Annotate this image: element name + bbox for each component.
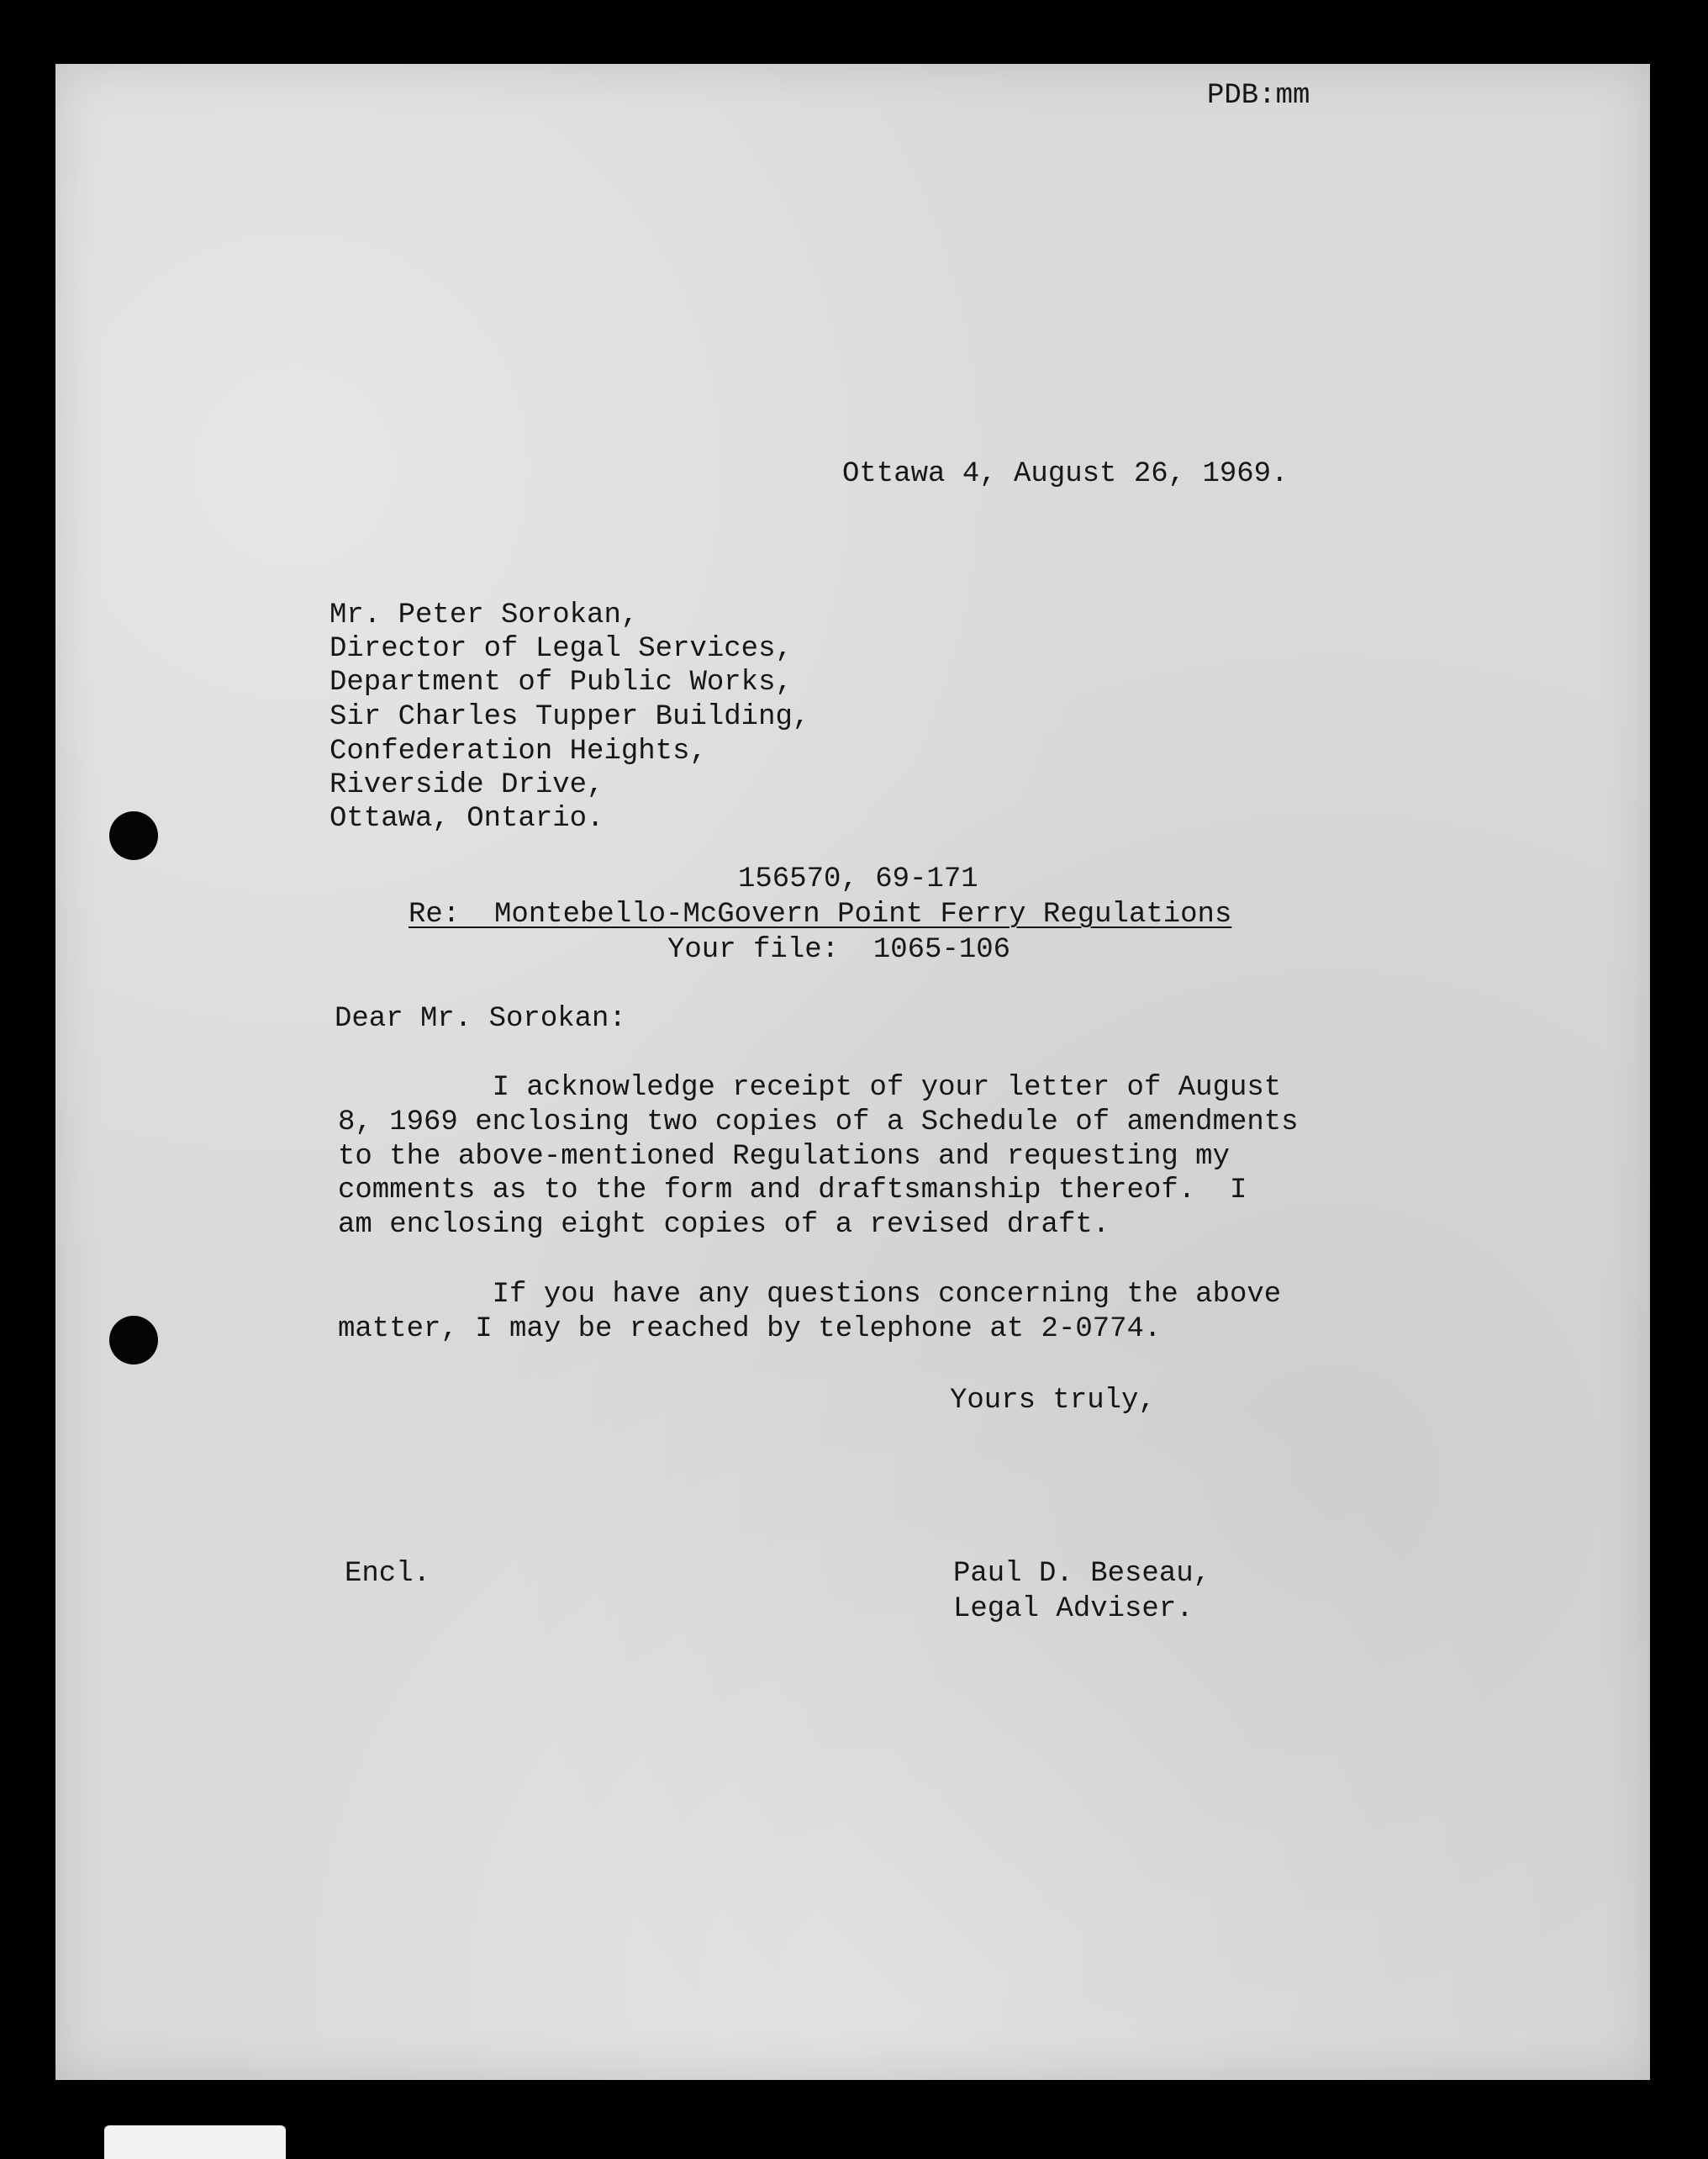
paragraph-line: I acknowledge receipt of your letter of August — [338, 1072, 1282, 1104]
paragraph-line: matter, I may be reached by telephone at 2-0774. — [338, 1313, 1162, 1345]
your-file-reference: Your file: 1065-106 — [667, 934, 1011, 966]
signature-title: Legal Adviser. — [953, 1593, 1194, 1625]
address-line: Ottawa, Ontario. — [329, 803, 604, 835]
closing: Yours truly, — [950, 1385, 1156, 1417]
signature-name: Paul D. Beseau, — [953, 1558, 1211, 1590]
address-line: Director of Legal Services, — [329, 633, 793, 665]
subject-line: Re: Montebello-McGovern Point Ferry Regulations — [409, 899, 1232, 931]
enclosure-note: Encl. — [345, 1558, 431, 1590]
punch-hole-top — [109, 811, 158, 860]
paragraph-line: am enclosing eight copies of a revised draft. — [338, 1209, 1110, 1241]
letter-date: Ottawa 4, August 26, 1969. — [842, 458, 1289, 490]
paragraph-line: If you have any questions concerning the above — [338, 1279, 1282, 1311]
file-numbers: 156570, 69-171 — [738, 863, 978, 895]
salutation: Dear Mr. Sorokan: — [335, 1003, 626, 1035]
paragraph-line: comments as to the form and draftsmanship thereof. I — [338, 1175, 1247, 1206]
address-line: Department of Public Works, — [329, 667, 793, 699]
paragraph-line: to the above-mentioned Regulations and requesting my — [338, 1141, 1230, 1173]
letter-page — [55, 64, 1650, 2080]
address-line: Sir Charles Tupper Building, — [329, 701, 810, 733]
address-line: Mr. Peter Sorokan, — [329, 599, 639, 631]
paragraph-line: 8, 1969 enclosing two copies of a Schedule of amendments — [338, 1106, 1299, 1138]
address-line: Riverside Drive, — [329, 769, 604, 801]
punch-hole-bottom — [109, 1316, 158, 1365]
typist-initials: PDB:mm — [1207, 80, 1310, 112]
film-frame-tab — [104, 2125, 286, 2159]
address-line: Confederation Heights, — [329, 736, 707, 768]
